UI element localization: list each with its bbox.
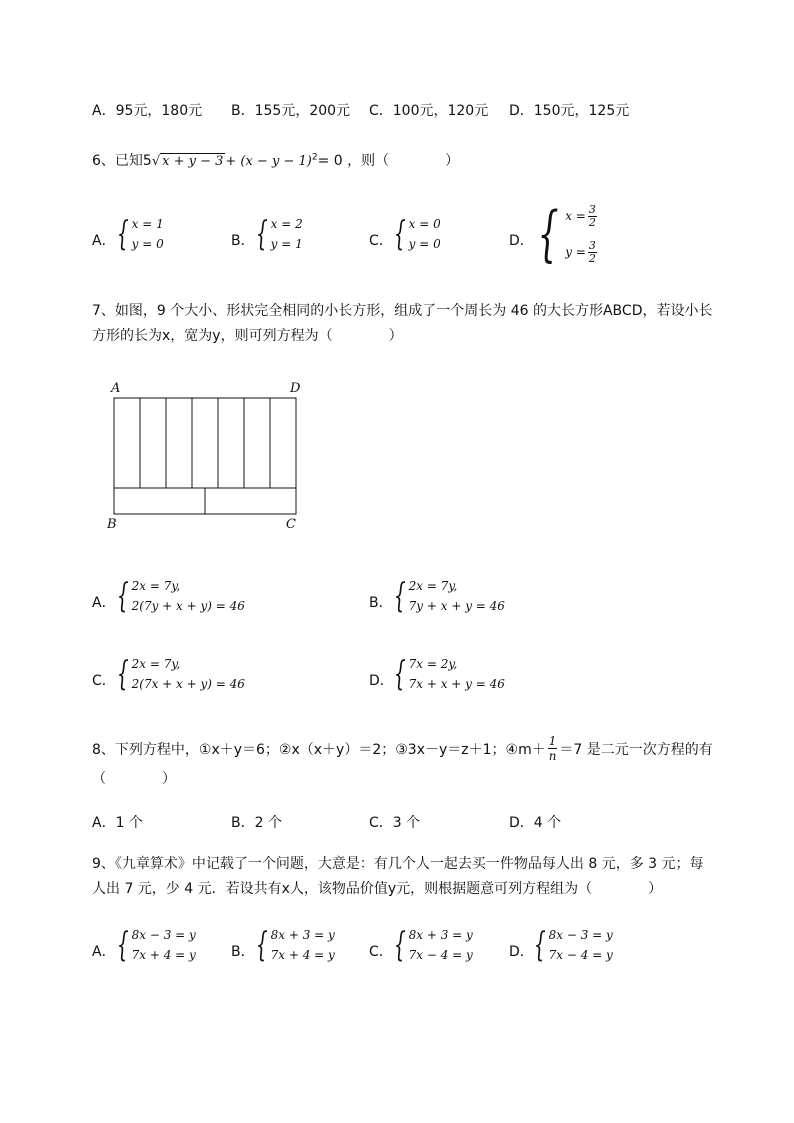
q7-d-row1: 7x = 2y, xyxy=(408,657,458,671)
q9-b-row2: 7x + 4 = y xyxy=(270,948,335,962)
q7-label-d: D． xyxy=(369,673,394,689)
q8-stem-end: ＝7 是二元一次方程的有 xyxy=(559,741,713,758)
q7-label-a: A． xyxy=(92,595,116,611)
q6-c-row1: x = 0 xyxy=(408,217,441,231)
q9-stem-line1: 9、《九章算术》中记载了一个问题，大意是：有几个人一起去买一件物品每人出 8 元，多 3 元；每 xyxy=(92,856,704,872)
q6-d-den1: 2 xyxy=(588,216,596,229)
q7-label-b: B． xyxy=(369,595,393,611)
q7-rectangle-figure xyxy=(100,375,310,535)
q7-a-row1: 2x = 7y, xyxy=(131,579,181,593)
q9-d-row1: 8x − 3 = y xyxy=(548,928,613,942)
q6-a-row2: y = 0 xyxy=(131,237,164,251)
q8-stem-line1 xyxy=(92,734,713,763)
q6-label-d: D． xyxy=(509,233,534,249)
q8-stem-text: 8、下列方程中，①x＋y＝6；②x（x＋y）＝2；③3x－y＝z＋1；④m＋ xyxy=(92,741,546,758)
vertex-c: C xyxy=(286,517,296,532)
q9-option-b: { 8x + 3 = y 7x + 4 = y xyxy=(255,925,335,965)
vertex-a: A xyxy=(111,381,121,396)
q9-d-row2: 7x − 4 = y xyxy=(548,948,613,962)
q8-frac-den: n xyxy=(548,749,557,763)
vertex-d: D xyxy=(290,381,301,396)
q9-a-row1: 8x − 3 = y xyxy=(131,928,196,942)
q6-b-row1: x = 2 xyxy=(270,217,303,231)
q6-d-num1: 3 xyxy=(588,203,596,216)
q6-d-num2: 3 xyxy=(588,239,596,252)
q8-option-c: C．3 个 xyxy=(369,815,421,831)
q6-d-den2: 2 xyxy=(588,252,596,265)
q9-label-b: B． xyxy=(231,944,255,960)
q8-option-d: D．4 个 xyxy=(509,815,562,831)
q7-b-row1: 2x = 7y, xyxy=(408,579,458,593)
q7-label-c: C． xyxy=(92,673,116,689)
q9-b-row1: 8x + 3 = y xyxy=(270,928,335,942)
q8-stem-line2: （ ） xyxy=(92,771,176,787)
q6-d-x: x = xyxy=(565,209,586,223)
q6-option-b: { x = 2 y = 1 xyxy=(255,214,303,254)
q5-option-b: B．155元，200元 xyxy=(231,103,351,119)
q9-c-row1: 8x + 3 = y xyxy=(408,928,473,942)
q9-option-d: { 8x − 3 = y 7x − 4 = y xyxy=(533,925,613,965)
q8-option-b: B．2 个 xyxy=(231,815,282,831)
vertex-b: B xyxy=(107,517,117,532)
q9-label-d: D． xyxy=(509,944,534,960)
q7-option-a: { 2x = 7y, 2(7y + x + y) = 46 xyxy=(116,576,245,616)
q6-option-a: { x = 1 y = 0 xyxy=(116,214,164,254)
q7-c-row2: 2(7x + x + y) = 46 xyxy=(131,677,245,691)
q7-a-row2: 2(7y + x + y) = 46 xyxy=(131,599,245,613)
q7-d-row2: 7x + x + y = 46 xyxy=(408,677,505,691)
q7-b-row2: 7y + x + y = 46 xyxy=(408,599,505,613)
q6-suffix: = 0 ，则（ ） xyxy=(317,153,460,169)
q7-stem-line1: 7、如图，9 个大小、形状完全相同的小长方形，组成了一个周长为 46 的大长方形ABCD，若设小长 xyxy=(92,303,713,319)
q6-sqrt-expr: x + y − 3 xyxy=(162,154,224,169)
q8-frac-num: 1 xyxy=(548,734,557,748)
q6-d-y: y = xyxy=(565,245,586,259)
q5-option-c: C．100元，120元 xyxy=(369,103,489,119)
q8-option-a: A．1 个 xyxy=(92,815,143,831)
q9-a-row2: 7x + 4 = y xyxy=(131,948,196,962)
q7-option-c: { 2x = 7y, 2(7x + x + y) = 46 xyxy=(116,654,245,694)
q5-option-d: D．150元，125元 xyxy=(509,103,630,119)
q9-label-a: A． xyxy=(92,944,116,960)
q5-option-a: A．95元，180元 xyxy=(92,103,203,119)
q9-option-a: { 8x − 3 = y 7x + 4 = y xyxy=(116,925,196,965)
q6-label-c: C． xyxy=(369,233,393,249)
q7-option-b: { 2x = 7y, 7y + x + y = 46 xyxy=(393,576,505,616)
q9-label-c: C． xyxy=(369,944,393,960)
q7-c-row1: 2x = 7y, xyxy=(131,657,181,671)
q6-a-row1: x = 1 xyxy=(131,217,164,231)
q6-option-c: { x = 0 y = 0 xyxy=(393,214,441,254)
q6-stem: 6、已知5√ $x + y - 3 + (x - y - 1)^2= 0$ ，则（ ） xyxy=(92,152,460,169)
q9-stem-line2: 人出 7 元，少 4 元．若设共有x人，该物品价值y元，则根据题意可列方程组为（ ） xyxy=(92,881,663,897)
q6-middle: + (x − y − 1) xyxy=(225,154,312,169)
q6-label-b: B． xyxy=(231,233,255,249)
q7-stem-line2: 方形的长为x，宽为y，则可列方程为（ ） xyxy=(92,328,403,344)
q6-prefix: 6、已知5 xyxy=(92,153,152,169)
q9-option-c: { 8x + 3 = y 7x − 4 = y xyxy=(393,925,473,965)
q6-exp: 2 xyxy=(311,152,318,163)
q6-c-row2: y = 0 xyxy=(408,237,441,251)
q7-option-d: { 7x = 2y, 7x + x + y = 46 xyxy=(393,654,505,694)
q6-b-row2: y = 1 xyxy=(270,237,303,251)
q9-c-row2: 7x − 4 = y xyxy=(408,948,473,962)
q6-option-d: { x = $\frac{3}{2}$ y = $\frac{3}{2}$ xyxy=(537,199,596,269)
q6-label-a: A． xyxy=(92,233,116,249)
